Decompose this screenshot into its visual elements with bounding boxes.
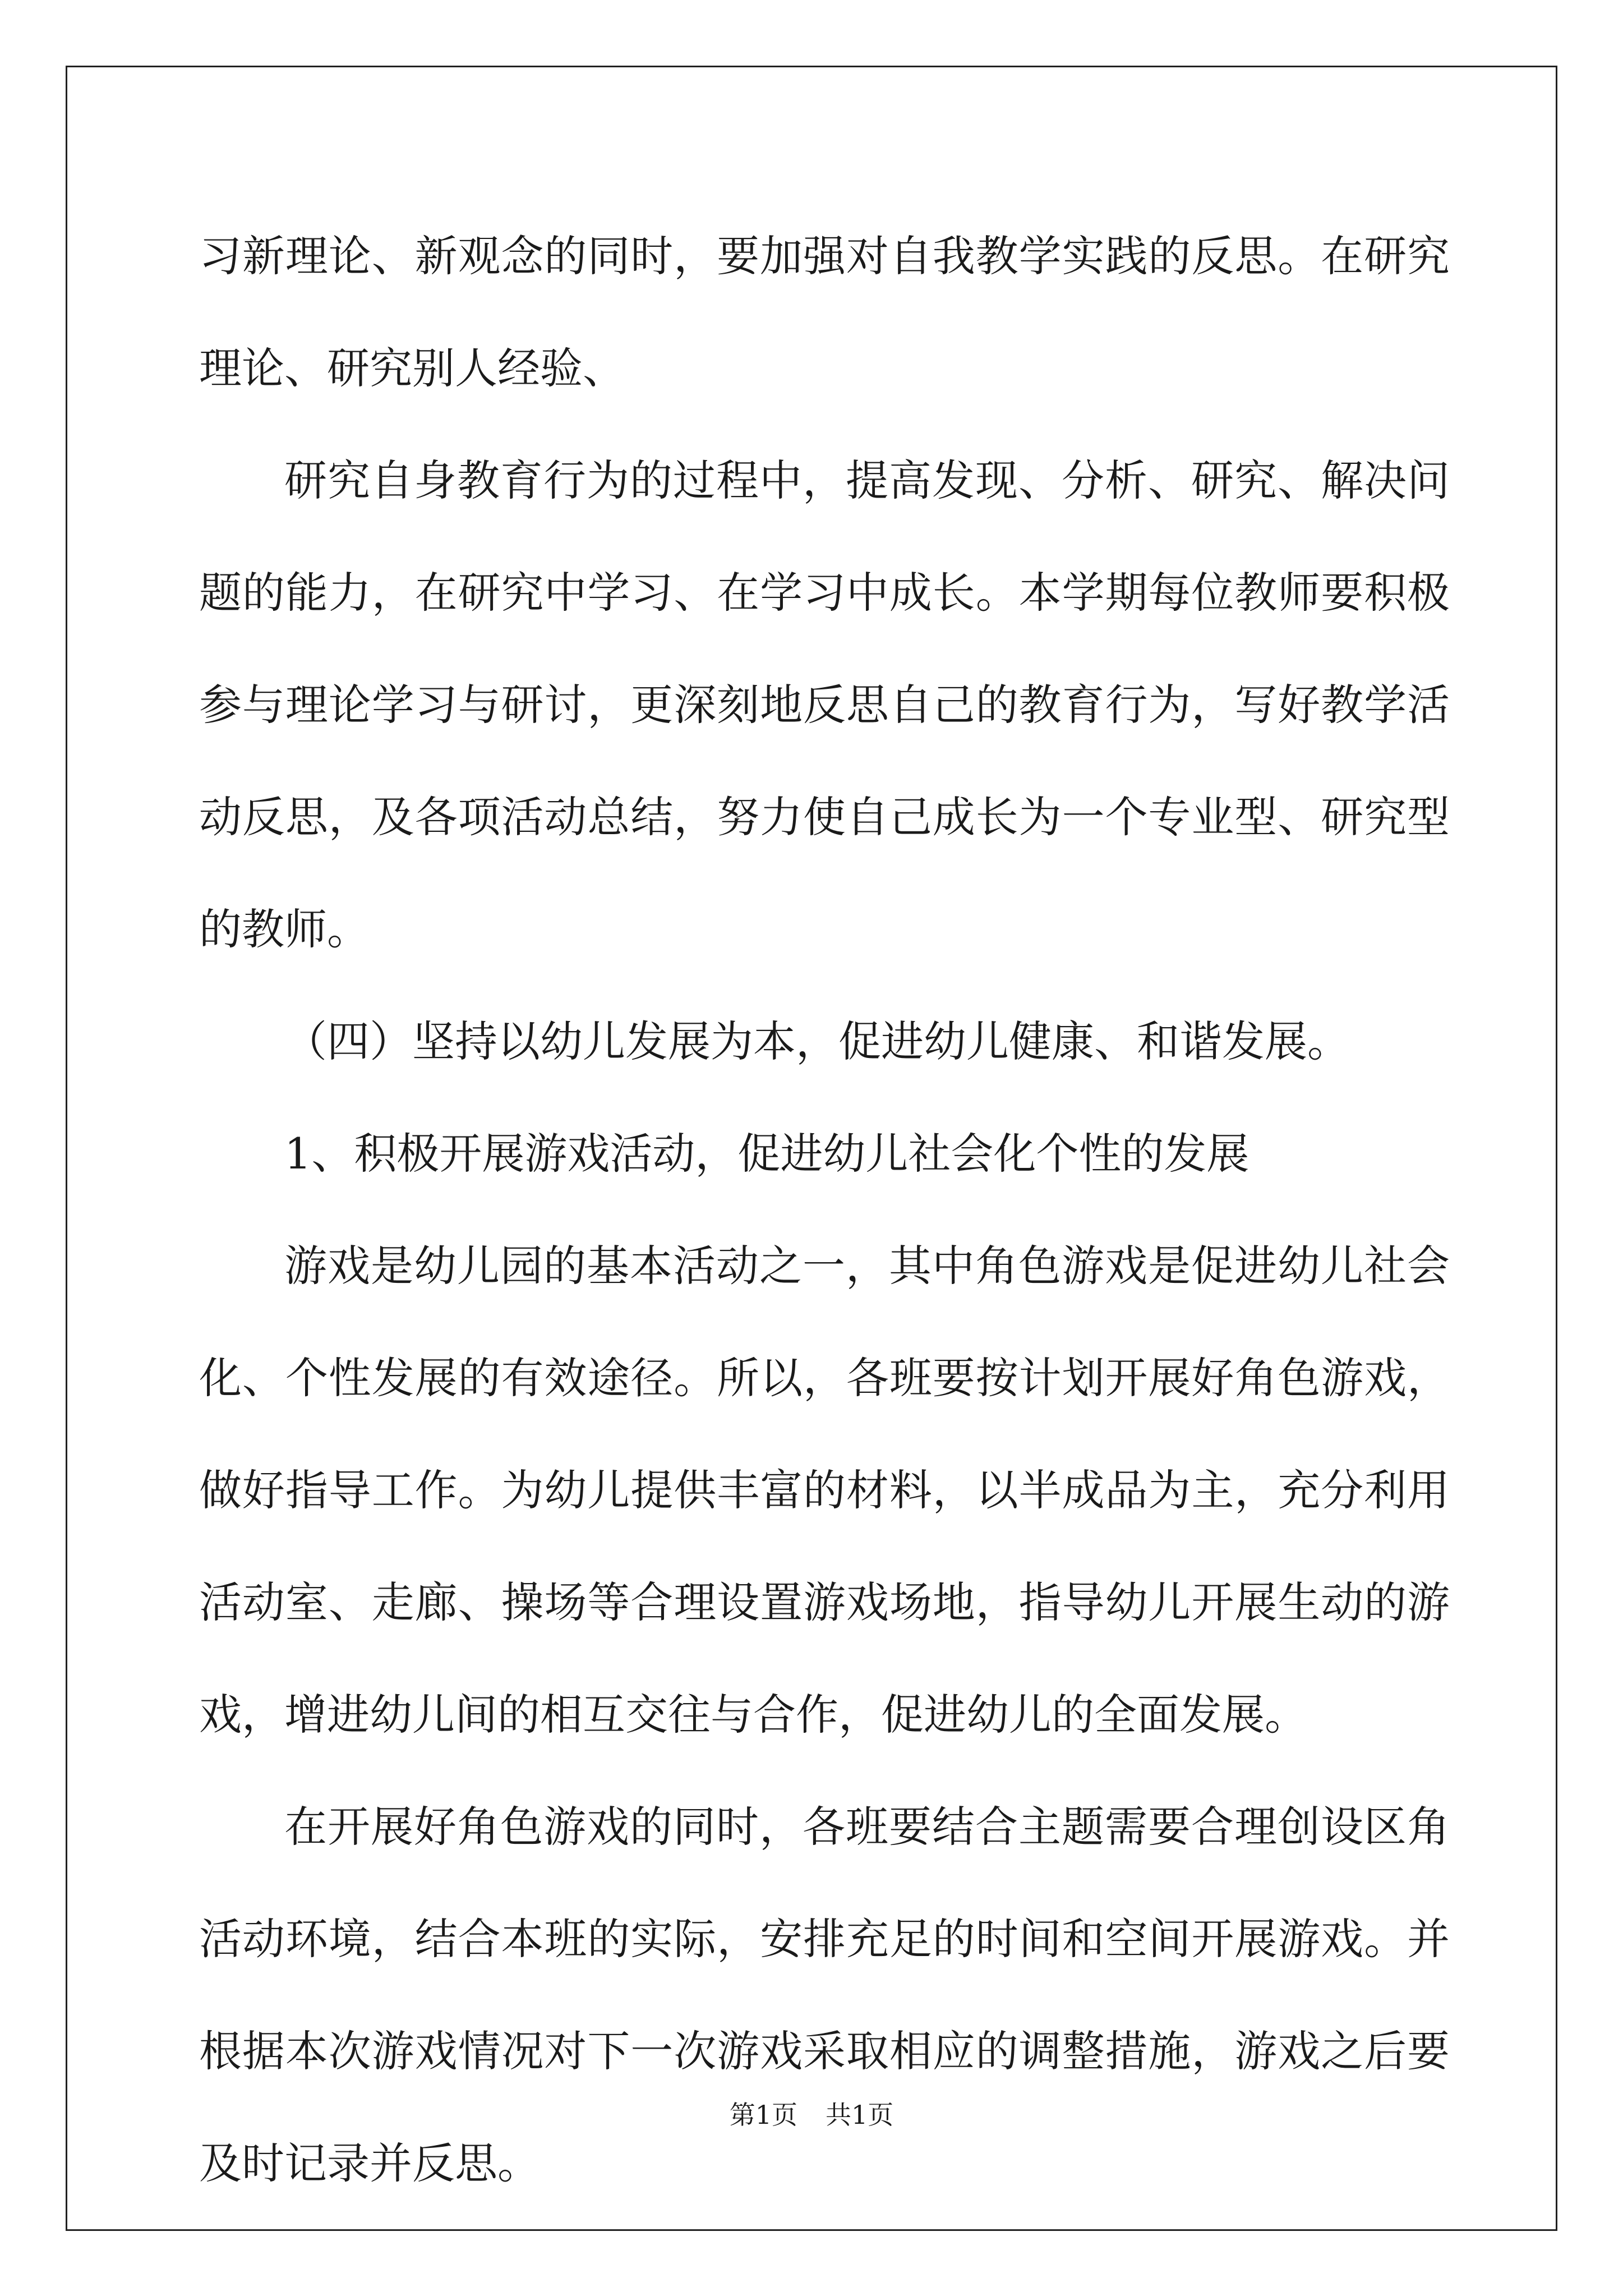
- paragraph: 研究自身教育行为的过程中，提高发现、分析、研究、解决问题的能力，在研究中学习、在学习中成长。本学期每位教师要积极参与理论学习与研讨，更深刻地反思自己的教育行为，写好教学活动反思，及各项活动总结，努力使自己成长为一个专业型、研究型的教师。: [199, 455, 1450, 954]
- paragraph-continuation: 习新理论、新观念的同时，要加强对自我教学实践的反思。在研究理论、研究别人经验、: [199, 231, 1450, 393]
- document-body: [199, 200, 1450, 2220]
- section-heading: （四）坚持以幼儿发展为本，促进幼儿健康、和谐发展。: [284, 1016, 1350, 1066]
- page-footer: [0, 2098, 1623, 2132]
- paragraph: 游戏是幼儿园的基本活动之一，其中角色游戏是促进幼儿社会化、个性发展的有效途径。所以，各班要按计划开展好角色游戏，做好指导工作。为幼儿提供丰富的材料，以半成品为主，充分利用活动室、走廊、操场等合理设置游戏场地，指导幼儿开展生动的游戏，增进幼儿间的相互交往与合作，促进幼儿的全面发展。: [199, 1241, 1450, 1740]
- page-total: 共1页: [826, 2100, 894, 2130]
- paragraph: 在开展好角色游戏的同时，各班要结合主题需要合理创设区角活动环境，结合本班的实际，安排充足的时间和空间开展游戏。并根据本次游戏情况对下一次游戏采取相应的调整措施，游戏之后要及时记录并反思。: [199, 1802, 1450, 2188]
- page-number: 第1页: [729, 2100, 797, 2130]
- subsection-heading: 1、积极开展游戏活动，促进幼儿社会化个性的发展: [284, 1129, 1249, 1179]
